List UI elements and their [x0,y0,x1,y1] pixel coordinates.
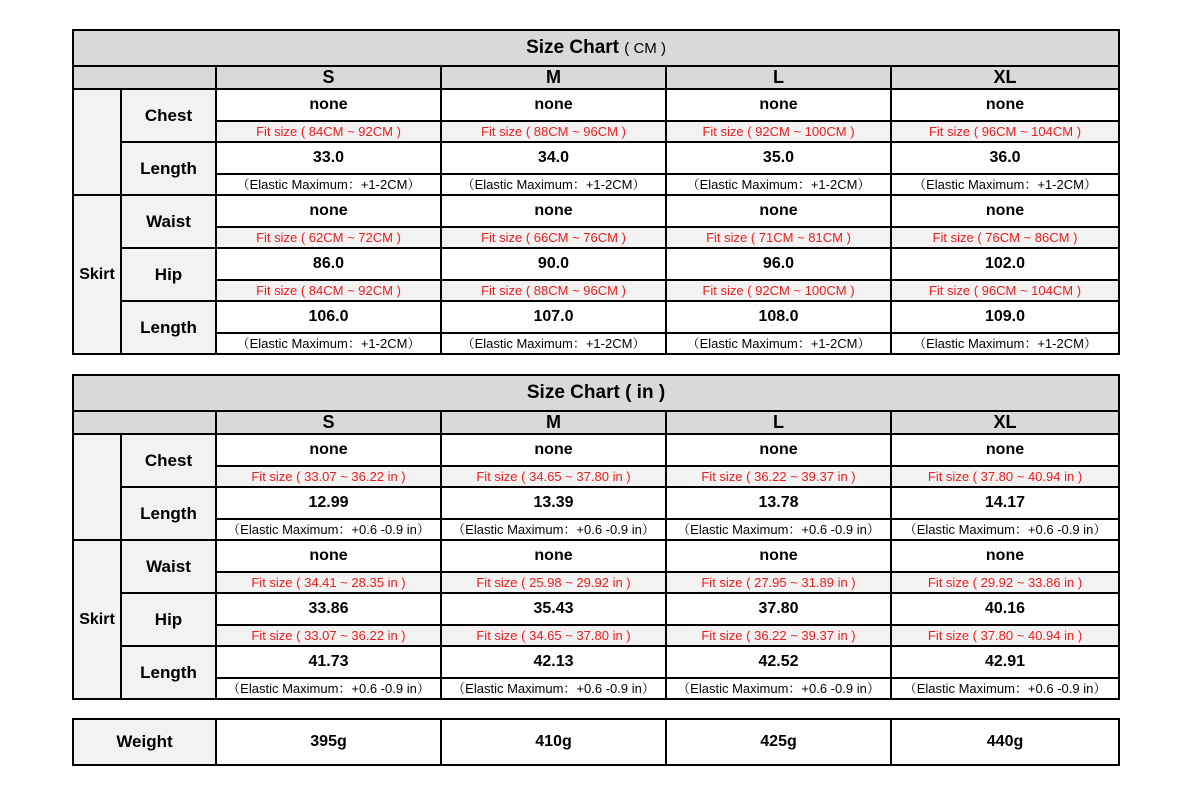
top-length-value-l: 13.78 [666,487,891,519]
skirt-length-value-m: 42.13 [441,646,666,678]
waist-fit-l: Fit size ( 71CM ~ 81CM ) [666,227,891,248]
skirt-length-note-m: （Elastic Maximum：+1-2CM） [441,333,666,354]
chest-fit-m: Fit size ( 88CM ~ 96CM ) [441,121,666,142]
chart-title-text: Size Chart [526,37,619,58]
waist-value-l: none [666,540,891,572]
skirt-length-value-xl: 42.91 [891,646,1119,678]
waist-fit-l: Fit size ( 27.95 ~ 31.89 in ) [666,572,891,593]
size-header-l: L [666,66,891,89]
hip-value-m: 90.0 [441,248,666,280]
skirt-length-value-l: 108.0 [666,301,891,333]
top-length-note-s: （Elastic Maximum：+1-2CM） [216,174,441,195]
hip-fit-m: Fit size ( 88CM ~ 96CM ) [441,280,666,301]
chest-value-l: none [666,89,891,121]
waist-value-s: none [216,195,441,227]
skirt-length-value-l: 42.52 [666,646,891,678]
top-length-note-xl: （Elastic Maximum：+1-2CM） [891,174,1119,195]
skirt-length-note-l: （Elastic Maximum：+0.6 -0.9 in） [666,678,891,699]
chest-fit-l: Fit size ( 36.22 ~ 39.37 in ) [666,466,891,487]
skirt-length-note-xl: （Elastic Maximum：+0.6 -0.9 in） [891,678,1119,699]
hip-value-l: 37.80 [666,593,891,625]
hip-fit-m: Fit size ( 34.65 ~ 37.80 in ) [441,625,666,646]
skirt-length-value-m: 107.0 [441,301,666,333]
top-length-note-xl: （Elastic Maximum：+0.6 -0.9 in） [891,519,1119,540]
size-header-m: M [441,411,666,434]
waist-fit-m: Fit size ( 66CM ~ 76CM ) [441,227,666,248]
top-length-value-l: 35.0 [666,142,891,174]
hip-value-s: 33.86 [216,593,441,625]
top-length-label: Length [121,487,216,540]
waist-fit-s: Fit size ( 34.41 ~ 28.35 in ) [216,572,441,593]
waist-value-xl: none [891,195,1119,227]
waist-value-xl: none [891,540,1119,572]
size-header-s: S [216,411,441,434]
hip-value-m: 35.43 [441,593,666,625]
top-length-note-m: （Elastic Maximum：+1-2CM） [441,174,666,195]
skirt-group-label: Skirt [73,195,121,354]
skirt-length-value-s: 106.0 [216,301,441,333]
top-length-value-s: 33.0 [216,142,441,174]
chart-title-cm [73,30,1119,66]
chest-value-m: none [441,89,666,121]
top-length-note-l: （Elastic Maximum：+1-2CM） [666,174,891,195]
top-length-value-xl: 14.17 [891,487,1119,519]
waist-label: Waist [121,195,216,248]
chest-fit-xl: Fit size ( 96CM ~ 104CM ) [891,121,1119,142]
weight-table [72,718,1120,766]
hip-fit-xl: Fit size ( 37.80 ~ 40.94 in ) [891,625,1119,646]
weight-label: Weight [73,719,216,765]
size-header-m: M [441,66,666,89]
chest-fit-l: Fit size ( 92CM ~ 100CM ) [666,121,891,142]
skirt-length-label: Length [121,301,216,354]
chest-fit-m: Fit size ( 34.65 ~ 37.80 in ) [441,466,666,487]
size-header-xl: XL [891,66,1119,89]
waist-value-m: none [441,195,666,227]
top-length-value-m: 34.0 [441,142,666,174]
hip-value-s: 86.0 [216,248,441,280]
hip-fit-l: Fit size ( 92CM ~ 100CM ) [666,280,891,301]
waist-value-l: none [666,195,891,227]
size-header-s: S [216,66,441,89]
weight-value-l: 425g [666,719,891,765]
chest-value-m: none [441,434,666,466]
weight-value-xl: 440g [891,719,1119,765]
waist-fit-xl: Fit size ( 76CM ~ 86CM ) [891,227,1119,248]
chest-fit-xl: Fit size ( 37.80 ~ 40.94 in ) [891,466,1119,487]
size-header-xl: XL [891,411,1119,434]
skirt-length-note-s: （Elastic Maximum：+0.6 -0.9 in） [216,678,441,699]
hip-label: Hip [121,248,216,301]
chest-value-s: none [216,89,441,121]
waist-fit-xl: Fit size ( 29.92 ~ 33.86 in ) [891,572,1119,593]
hip-fit-l: Fit size ( 36.22 ~ 39.37 in ) [666,625,891,646]
size-chart-in-table [72,374,1120,700]
hip-fit-s: Fit size ( 33.07 ~ 36.22 in ) [216,625,441,646]
chest-value-xl: none [891,434,1119,466]
chest-value-xl: none [891,89,1119,121]
hip-value-xl: 102.0 [891,248,1119,280]
skirt-length-label: Length [121,646,216,699]
waist-value-m: none [441,540,666,572]
top-length-note-m: （Elastic Maximum：+0.6 -0.9 in） [441,519,666,540]
chest-value-s: none [216,434,441,466]
skirt-length-note-m: （Elastic Maximum：+0.6 -0.9 in） [441,678,666,699]
chart-title-in: Size Chart ( in ) [73,375,1119,411]
hip-value-xl: 40.16 [891,593,1119,625]
header-blank-cell [73,66,216,89]
top-length-label: Length [121,142,216,195]
skirt-length-value-xl: 109.0 [891,301,1119,333]
skirt-group-label: Skirt [73,540,121,699]
weight-value-m: 410g [441,719,666,765]
hip-fit-xl: Fit size ( 96CM ~ 104CM ) [891,280,1119,301]
waist-fit-s: Fit size ( 62CM ~ 72CM ) [216,227,441,248]
size-chart-cm-table [72,29,1120,355]
top-group-cell [73,89,121,195]
chest-label: Chest [121,434,216,487]
top-length-value-m: 13.39 [441,487,666,519]
waist-value-s: none [216,540,441,572]
chest-label: Chest [121,89,216,142]
hip-value-l: 96.0 [666,248,891,280]
skirt-length-note-l: （Elastic Maximum：+1-2CM） [666,333,891,354]
top-length-value-s: 12.99 [216,487,441,519]
top-length-value-xl: 36.0 [891,142,1119,174]
top-length-note-s: （Elastic Maximum：+0.6 -0.9 in） [216,519,441,540]
chest-fit-s: Fit size ( 33.07 ~ 36.22 in ) [216,466,441,487]
top-group-cell [73,434,121,540]
chart-unit: ( CM ) [624,40,666,57]
size-header-l: L [666,411,891,434]
chest-value-l: none [666,434,891,466]
chest-fit-s: Fit size ( 84CM ~ 92CM ) [216,121,441,142]
skirt-length-value-s: 41.73 [216,646,441,678]
weight-value-s: 395g [216,719,441,765]
waist-fit-m: Fit size ( 25.98 ~ 29.92 in ) [441,572,666,593]
top-length-note-l: （Elastic Maximum：+0.6 -0.9 in） [666,519,891,540]
hip-fit-s: Fit size ( 84CM ~ 92CM ) [216,280,441,301]
header-blank-cell [73,411,216,434]
skirt-length-note-xl: （Elastic Maximum：+1-2CM） [891,333,1119,354]
waist-label: Waist [121,540,216,593]
skirt-length-note-s: （Elastic Maximum：+1-2CM） [216,333,441,354]
hip-label: Hip [121,593,216,646]
